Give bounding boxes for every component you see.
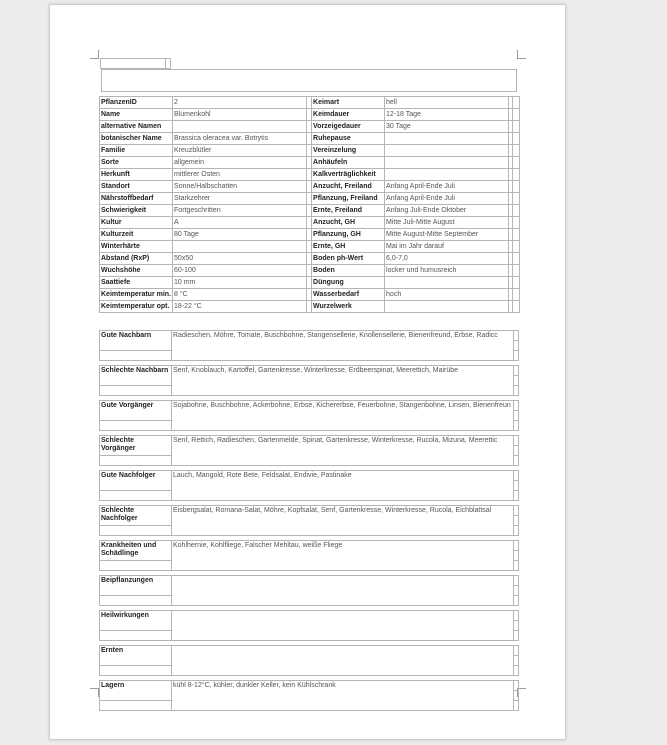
spacer-cell	[514, 596, 519, 606]
table-row	[100, 241, 520, 253]
document-page	[49, 4, 566, 740]
field-label: Ernte, Freiland	[312, 205, 385, 217]
field-label: Vereinzelung	[312, 145, 385, 157]
field-label: Familie	[100, 145, 173, 157]
spacer-cell	[514, 401, 519, 411]
plant-relations-table	[99, 330, 519, 711]
section-value[interactable]: Eisbergsalat, Romana-Salat, Möhre, Kopfsalat, Senf, Gartenkresse, Winterkresse, Rucola, Eichblattsal	[172, 506, 514, 536]
spacer-cell	[514, 621, 519, 631]
spacer-cell	[514, 576, 519, 586]
spacer-cell	[513, 301, 520, 313]
table-row	[100, 181, 520, 193]
spacer-cell	[514, 631, 519, 641]
title-bar[interactable]	[101, 69, 517, 92]
section-value[interactable]: Radieschen, Möhre, Tomate, Buschbohne, Stangensellerie, Knollensellerie, Bienenfreund, Erbse, Radicc	[172, 331, 514, 361]
field-value[interactable]: 12-18 Tage	[385, 109, 509, 121]
field-value[interactable]: A	[173, 217, 307, 229]
table-row	[100, 289, 520, 301]
crop-mark-top-right	[517, 50, 526, 59]
spacer-cell	[514, 341, 519, 351]
field-value[interactable]	[173, 241, 307, 253]
section-label: Ernten	[100, 646, 172, 666]
section-label: Schlechte Nachbarn	[100, 366, 172, 386]
field-label: Sorte	[100, 157, 173, 169]
spacer-cell	[513, 121, 520, 133]
field-label: alternative Namen	[100, 121, 173, 133]
spacer-cell	[514, 491, 519, 501]
field-value[interactable]: Mitte Juli-Mitte August	[385, 217, 509, 229]
spacer-cell	[513, 229, 520, 241]
field-label: Winterhärte	[100, 241, 173, 253]
field-value[interactable]: Fortgeschritten	[173, 205, 307, 217]
section-row	[100, 681, 519, 691]
section-row	[100, 401, 519, 411]
section-row	[100, 366, 519, 376]
field-label: Schwierigkeit	[100, 205, 173, 217]
section-value[interactable]	[172, 646, 514, 676]
field-value[interactable]: 60-100	[173, 265, 307, 277]
field-value[interactable]: 30 Tage	[385, 121, 509, 133]
header-table	[100, 58, 171, 69]
section-subcell[interactable]	[100, 596, 172, 606]
table-row	[100, 193, 520, 205]
spacer-cell	[514, 541, 519, 551]
spacer-cell	[513, 193, 520, 205]
spacer-cell	[513, 157, 520, 169]
table-row	[100, 121, 520, 133]
field-value[interactable]	[385, 169, 509, 181]
field-value[interactable]: 80 Tage	[173, 229, 307, 241]
field-value[interactable]: hell	[385, 97, 509, 109]
section-subcell[interactable]	[100, 666, 172, 676]
section-subcell[interactable]	[100, 351, 172, 361]
crop-mark-top-left	[90, 50, 99, 59]
field-label: Wuchshöhe	[100, 265, 173, 277]
spacer-cell	[513, 97, 520, 109]
section-subcell[interactable]	[100, 526, 172, 536]
section-row	[100, 436, 519, 446]
section-row	[100, 331, 519, 341]
field-label: Keimtemperatur opt.	[100, 301, 173, 313]
field-label: Anzucht, GH	[312, 217, 385, 229]
field-label: Ernte, GH	[312, 241, 385, 253]
field-value[interactable]	[385, 157, 509, 169]
spacer-cell	[514, 561, 519, 571]
table-row	[100, 217, 520, 229]
section-subcell[interactable]	[100, 421, 172, 431]
plant-attributes-table	[99, 96, 520, 313]
field-label: Name	[100, 109, 173, 121]
section-subcell[interactable]	[100, 456, 172, 466]
field-value[interactable]	[385, 277, 509, 289]
field-value[interactable]: Anfang Juli-Ende Oktober	[385, 205, 509, 217]
field-label: Boden	[312, 265, 385, 277]
spacer-cell	[513, 217, 520, 229]
section-label: Gute Nachfolger	[100, 471, 172, 491]
spacer-cell	[513, 265, 520, 277]
field-value[interactable]: Mai im Jahr darauf	[385, 241, 509, 253]
spacer-cell	[513, 205, 520, 217]
field-label: Ruhepause	[312, 133, 385, 145]
spacer-cell	[514, 446, 519, 456]
field-label: Herkunft	[100, 169, 173, 181]
spacer-cell	[514, 421, 519, 431]
field-value[interactable]: 10 mm	[173, 277, 307, 289]
field-label: Anzucht, Freiland	[312, 181, 385, 193]
field-value[interactable]: 6,0-7,0	[385, 253, 509, 265]
field-label: Nährstoffbedarf	[100, 193, 173, 205]
section-value[interactable]: Senf, Knoblauch, Kartoffel, Gartenkresse, Winterkresse, Erdbeerspinat, Meerettich, Mairübe	[172, 366, 514, 396]
crop-mark-bottom-left	[90, 688, 99, 697]
spacer-cell	[514, 376, 519, 386]
spacer-cell	[513, 241, 520, 253]
table-row	[100, 157, 520, 169]
table-row	[100, 97, 520, 109]
field-value[interactable]: Blumenkohl	[173, 109, 307, 121]
field-value[interactable]: Starkzehrer	[173, 193, 307, 205]
section-value[interactable]: kühl 8-12°C, kühler, dunkler Keller, kein Kühlschrank	[172, 681, 514, 711]
field-value[interactable]: mittlerer Osten	[173, 169, 307, 181]
section-subcell[interactable]	[100, 701, 172, 711]
spacer-cell	[513, 109, 520, 121]
spacer-cell	[514, 526, 519, 536]
field-label: Kalkverträglichkeit	[312, 169, 385, 181]
field-value[interactable]: 8 °C	[173, 289, 307, 301]
field-value[interactable]: Brassica oleracea var. Botrytis	[173, 133, 307, 145]
field-label: Kultur	[100, 217, 173, 229]
section-label: Gute Vorgänger	[100, 401, 172, 421]
field-value[interactable]: Mitte August-Mitte September	[385, 229, 509, 241]
section-value[interactable]: Sojabohne, Buschbohne, Ackerbohne, Erbse, Kichererbse, Feuerbohne, Stangenbohne, Linsen, Bienenfreun	[172, 401, 514, 431]
section-row	[100, 646, 519, 656]
field-label: Saattiefe	[100, 277, 173, 289]
section-label: Krankheiten und Schädlinge	[100, 541, 172, 561]
field-value[interactable]	[385, 301, 509, 313]
header-cell[interactable]	[166, 59, 171, 69]
spacer-cell	[514, 351, 519, 361]
section-label: Gute Nachbarn	[100, 331, 172, 351]
field-label: Pflanzung, Freiland	[312, 193, 385, 205]
section-value[interactable]: Lauch, Mangold, Rote Bete, Feldsalat, Endivie, Pastinake	[172, 471, 514, 501]
section-row	[100, 611, 519, 621]
section-value[interactable]: Kohlhernie, Kohlfliege, Falscher Mehltau, weiße Fliege	[172, 541, 514, 571]
spacer-cell	[514, 456, 519, 466]
table-row	[100, 253, 520, 265]
spacer-cell	[514, 506, 519, 516]
spacer-cell	[514, 436, 519, 446]
field-label: Düngung	[312, 277, 385, 289]
spacer-cell	[513, 253, 520, 265]
spacer-cell	[513, 133, 520, 145]
spacer-cell	[513, 145, 520, 157]
field-value[interactable]: Anfang April-Ende Juli	[385, 181, 509, 193]
table-row	[100, 301, 520, 313]
spacer-cell	[513, 181, 520, 193]
section-label: Lagern	[100, 681, 172, 701]
spacer-cell	[514, 701, 519, 711]
section-value[interactable]	[172, 576, 514, 606]
field-label: Wasserbedarf	[312, 289, 385, 301]
field-value[interactable]	[385, 145, 509, 157]
field-label: Kulturzeit	[100, 229, 173, 241]
table-row	[100, 205, 520, 217]
spacer-cell	[514, 386, 519, 396]
spacer-cell	[514, 471, 519, 481]
field-label: Abstand (RxP)	[100, 253, 173, 265]
field-label: Wurzelwerk	[312, 301, 385, 313]
section-subcell[interactable]	[100, 386, 172, 396]
spacer-cell	[514, 516, 519, 526]
spacer-cell	[514, 656, 519, 666]
section-label: Schlechte Vorgänger	[100, 436, 172, 456]
field-label: Keimart	[312, 97, 385, 109]
spacer-cell	[514, 691, 519, 701]
table-row	[100, 109, 520, 121]
field-value[interactable]	[385, 133, 509, 145]
spacer-cell	[513, 289, 520, 301]
table-row	[100, 229, 520, 241]
section-row	[100, 541, 519, 551]
spacer-cell	[513, 277, 520, 289]
field-label: Vorzeigedauer	[312, 121, 385, 133]
section-subcell[interactable]	[100, 631, 172, 641]
spacer-cell	[514, 681, 519, 691]
section-row	[100, 471, 519, 481]
spacer-cell	[514, 366, 519, 376]
field-value[interactable]	[173, 121, 307, 133]
section-subcell[interactable]	[100, 561, 172, 571]
spacer-cell	[514, 331, 519, 341]
section-label: Heilwirkungen	[100, 611, 172, 631]
spacer-cell	[514, 411, 519, 421]
field-value[interactable]: 50x50	[173, 253, 307, 265]
field-label: Anhäufeln	[312, 157, 385, 169]
spacer-cell	[514, 481, 519, 491]
section-subcell[interactable]	[100, 491, 172, 501]
section-label: Beipflanzungen	[100, 576, 172, 596]
field-value[interactable]: hoch	[385, 289, 509, 301]
field-label: Standort	[100, 181, 173, 193]
field-value[interactable]: 2	[173, 97, 307, 109]
header-cell[interactable]	[101, 59, 166, 69]
field-value[interactable]: Anfang April-Ende Juli	[385, 193, 509, 205]
section-value[interactable]	[172, 611, 514, 641]
section-row	[100, 506, 519, 516]
table-row	[100, 265, 520, 277]
field-label: Keimtemperatur min.	[100, 289, 173, 301]
spacer-cell	[514, 646, 519, 656]
table-row	[100, 133, 520, 145]
field-value[interactable]: 18-22 °C	[173, 301, 307, 313]
table-row	[100, 169, 520, 181]
section-value[interactable]: Senf, Rettich, Radieschen, Gartenmelde, Spinat, Gartenkresse, Winterkresse, Rucola, Mizuna, Meerettic	[172, 436, 514, 466]
field-label: botanischer Name	[100, 133, 173, 145]
section-label: Schlechte Nachfolger	[100, 506, 172, 526]
field-value[interactable]: locker und humusreich	[385, 265, 509, 277]
field-label: Boden ph-Wert	[312, 253, 385, 265]
field-value[interactable]: Kreuzblütler	[173, 145, 307, 157]
spacer-cell	[514, 666, 519, 676]
spacer-cell	[514, 586, 519, 596]
field-value[interactable]: Sonne/Halbschatten	[173, 181, 307, 193]
section-row	[100, 576, 519, 586]
spacer-cell	[514, 551, 519, 561]
spacer-cell	[514, 611, 519, 621]
table-row	[100, 145, 520, 157]
spacer-cell	[513, 169, 520, 181]
field-label: Pflanzung, GH	[312, 229, 385, 241]
field-value[interactable]: allgemein	[173, 157, 307, 169]
field-label: PflanzenID	[100, 97, 173, 109]
table-row	[100, 277, 520, 289]
field-label: Keimdauer	[312, 109, 385, 121]
